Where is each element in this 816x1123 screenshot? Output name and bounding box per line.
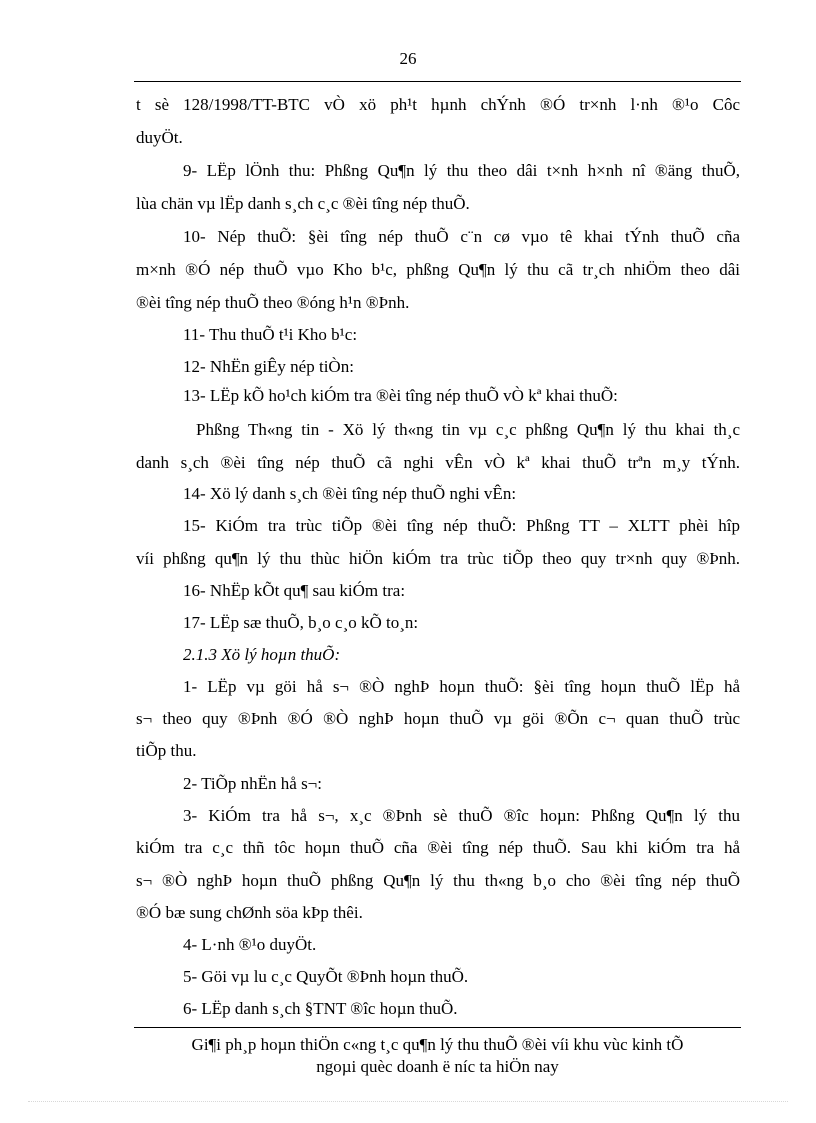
- text-line: duyÖt.: [136, 128, 183, 147]
- text-line: 14- Xö lý danh s¸ch ®èi tîng nép thuÕ nghi vÊn:: [183, 484, 517, 503]
- text-line: 13- LËp kÕ ho¹ch kiÓm tra ®èi tîng nép thuÕ vÒ kª khai thuÕ:: [183, 386, 618, 405]
- section-subheading: 2.1.3 Xö lý hoµn thuÕ:: [183, 645, 341, 664]
- text-line: Phßng Th«ng tin - Xö lý th«ng tin vµ c¸c phßng Qu¶n lý thu khai th¸c: [196, 420, 740, 439]
- text-line: 2- TiÕp nhËn hå s¬:: [183, 774, 322, 793]
- page-edge-divider: [28, 1101, 788, 1102]
- footer-rule: [134, 1027, 741, 1028]
- text-line: víi phßng qu¶n lý thu thùc hiÖn kiÓm tra trùc tiÕp theo quy tr×nh quy ®Þnh.: [136, 549, 740, 568]
- footer-title-line-1: Gi¶i ph¸p hoµn thiÖn c«ng t¸c qu¶n lý thu thuÕ ®èi víi khu vùc kinh tÕ: [191, 1035, 684, 1054]
- text-line: s¬ ®Ò nghÞ hoµn thuÕ phßng Qu¶n lý thu th«ng b¸o cho ®èi tîng nép thuÕ: [136, 871, 740, 890]
- text-line: danh s¸ch ®èi tîng nép thuÕ cã nghi vÊn vÒ kª khai thuÕ trªn m¸y tÝnh.: [136, 453, 740, 472]
- text-line: kiÓm tra c¸c thñ tôc hoµn thuÕ cña ®èi tîng nép thuÕ. Sau khi kiÓm tra hå: [136, 838, 740, 857]
- text-line: 6- LËp danh s¸ch §TNT ®îc hoµn thuÕ.: [183, 999, 458, 1018]
- text-line: 16- NhËp kÕt qu¶ sau kiÓm tra:: [183, 581, 406, 600]
- text-line: s¬ theo quy ®Þnh ®Ó ®Ò nghÞ hoµn thuÕ vµ göi ®Õn c¬ quan thuÕ trùc: [136, 709, 740, 728]
- page-number: 26: [399, 49, 417, 68]
- text-line: ®èi tîng nép thuÕ theo ®óng h¹n ®Þnh.: [136, 293, 410, 312]
- text-line: lùa chän vµ lËp danh s¸ch c¸c ®èi tîng nép thuÕ.: [136, 194, 470, 213]
- text-line: m×nh ®Ó nép thuÕ vµo Kho b¹c, phßng Qu¶n lý thu cã tr¸ch nhiÖm theo dâi: [136, 260, 740, 279]
- text-line: 3- KiÓm tra hå s¬, x¸c ®Þnh sè thuÕ ®îc hoµn: Phßng Qu¶n lý thu: [183, 806, 740, 825]
- text-line: 1- LËp vµ göi hå s¬ ®Ò nghÞ hoµn thuÕ: §èi tîng hoµn thuÕ lËp hå: [183, 677, 740, 696]
- text-line: 4- L·nh ®¹o duyÖt.: [183, 935, 317, 954]
- text-line: 11- Thu thuÕ t¹i Kho b¹c:: [183, 325, 358, 344]
- text-line: 15- KiÓm tra trùc tiÕp ®èi tîng nép thuÕ: Phßng TT – XLTT phèi hîp: [183, 516, 740, 535]
- text-line: 10- Nép thuÕ: §èi tîng nép thuÕ c¨n cø vµo tê khai tÝnh thuÕ cña: [183, 227, 740, 246]
- header-rule: [134, 81, 741, 82]
- text-line: 12- NhËn giÊy nép tiÒn:: [183, 357, 354, 376]
- text-line: 17- LËp sæ thuÕ, b¸o c¸o kÕ to¸n:: [183, 613, 419, 632]
- text-line: 5- Göi vµ lu c¸c QuyÕt ®Þnh hoµn thuÕ.: [183, 967, 469, 986]
- text-line: t sè 128/1998/TT-BTC vÒ xö ph¹t hµnh chÝnh ®Ó tr×nh l·nh ®¹o Côc: [136, 95, 740, 114]
- footer-title-line-2: ngoµi quèc doanh ë níc ta hiÖn nay: [316, 1057, 559, 1076]
- text-line: ®Ó bæ sung chØnh söa kÞp thêi.: [136, 903, 363, 922]
- text-line: 9- LËp lÖnh thu: Phßng Qu¶n lý thu theo dâi t×nh h×nh nî ®äng thuÕ,: [183, 161, 740, 180]
- text-line: tiÕp thu.: [136, 741, 197, 760]
